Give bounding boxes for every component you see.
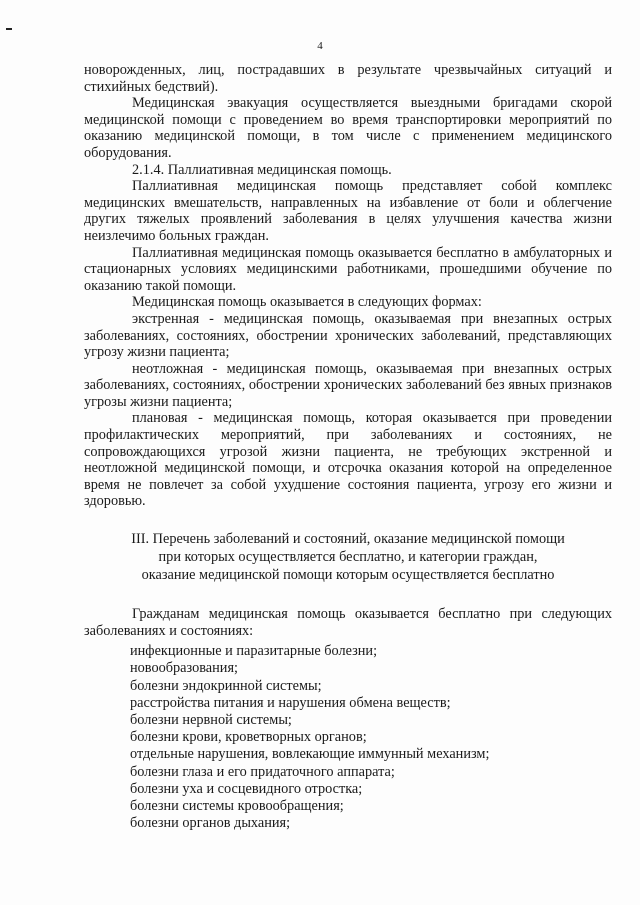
paragraph: плановая - медицинская помощь, которая оказывается при проведении профилактических мероприятий, при заболеваниях и состояниях, не сопровождающихся угрозой жизни пациента, не требующих экстренной и неотложной медицинской помощи, и отсрочка оказания которой на определенное время не повлечет за собой ухудшение состояния пациента, угрозу его жизни и здоровью.: [84, 410, 612, 510]
paragraph: Паллиативная медицинская помощь оказывается бесплатно в амбулаторных и стационарных условиях медицинскими работниками, прошедшими обучение по оказанию такой помощи.: [84, 244, 612, 294]
list-item: болезни глаза и его придаточного аппарата;: [130, 763, 395, 780]
list-item: болезни системы кровообращения;: [130, 798, 344, 815]
list-item: болезни органов дыхания;: [130, 815, 291, 832]
section-heading: [84, 530, 612, 584]
section-heading-line: III. Перечень заболеваний и состояний, оказание медицинской помощи: [131, 531, 565, 548]
paragraph: Паллиативная медицинская помощь представляет собой комплекс медицинских вмешательств, направленных на избавление от боли и облегчение других тяжелых проявлений заболевания в целях улучшения качества жизни неизлечимо больных граждан.: [84, 178, 612, 244]
paragraph: экстренная - медицинская помощь, оказываемая при внезапных острых заболеваниях, состояниях, обострении хронических заболеваний, представляющих угрозу жизни пациента;: [84, 310, 612, 361]
conditions-list: [84, 643, 612, 832]
list-item: инфекционные и паразитарные болезни;: [130, 643, 378, 660]
paragraph: Медицинская эвакуация осуществляется выездными бригадами скорой медицинской помощи с проведением во время транспортировки мероприятий по оказанию медицинской помощи, в том числе с применением медицинского оборудования.: [84, 95, 612, 161]
paragraph: неотложная - медицинская помощь, оказываемая при внезапных острых заболеваниях, состояниях, обострении хронических заболеваний без явных признаков угрозы жизни пациента;: [84, 360, 612, 410]
paragraph: Медицинская помощь оказывается в следующих формах:: [132, 294, 482, 311]
list-item: болезни эндокринной системы;: [130, 677, 322, 694]
scan-mark: [6, 28, 12, 30]
page-number: 4: [317, 40, 323, 52]
paragraph: новорожденных, лиц, пострадавших в результате чрезвычайных ситуаций и стихийных бедствий).: [84, 62, 612, 95]
list-item: отдельные нарушения, вовлекающие иммунный механизм;: [130, 746, 490, 763]
list-item: расстройства питания и нарушения обмена веществ;: [130, 694, 451, 711]
subsection-title: 2.1.4. Паллиативная медицинская помощь.: [132, 161, 392, 178]
list-item: болезни уха и сосцевидного отростка;: [130, 780, 363, 797]
intro-paragraph: Гражданам медицинская помощь оказывается бесплатно при следующих заболеваниях и состояниях:: [84, 606, 612, 639]
list-item: болезни нервной системы;: [130, 712, 292, 729]
list-item: новообразования;: [130, 660, 238, 677]
section-heading-line: при которых осуществляется бесплатно, и категории граждан,: [158, 549, 538, 566]
document-body: [84, 62, 612, 832]
section-heading-line: оказание медицинской помощи которым осуществляется бесплатно: [141, 567, 555, 584]
list-item: болезни крови, кроветворных органов;: [130, 729, 367, 746]
